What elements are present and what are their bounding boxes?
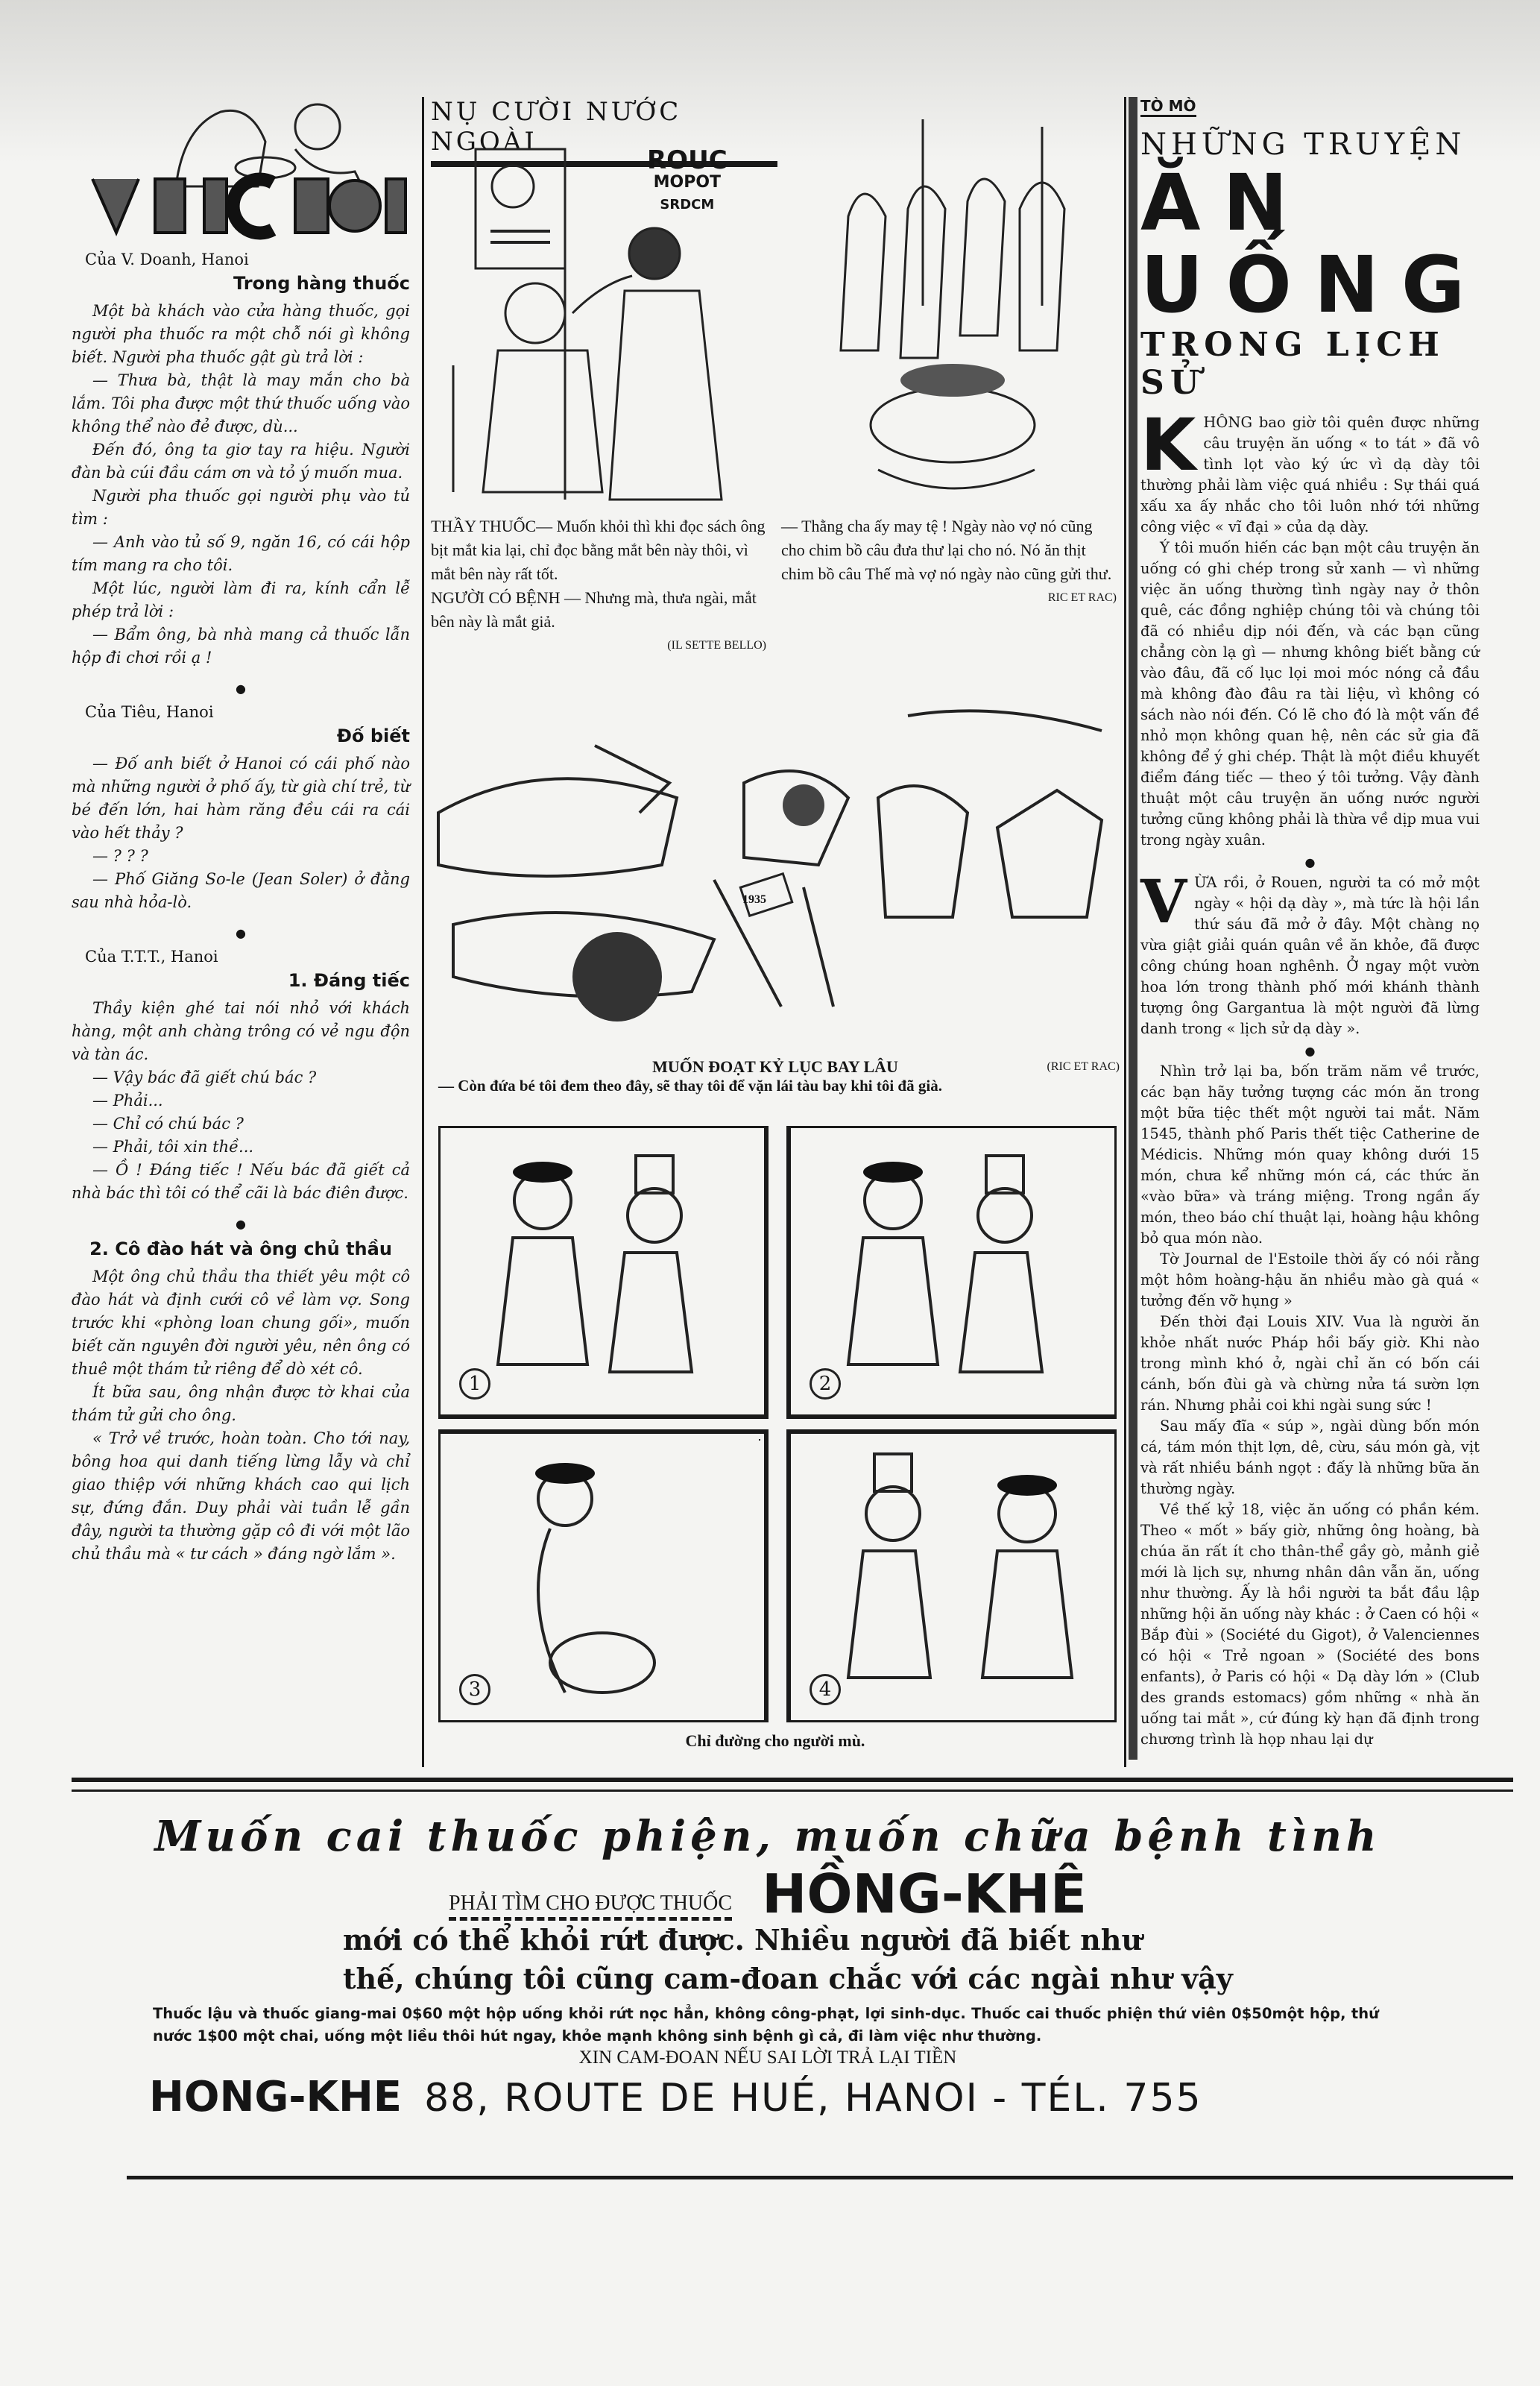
ad-fine-print: Thuốc lậu và thuốc giang-mai 0$60 một hộp uống khỏi rứt nọc hẳn, không công-phạt, lợi sinh-dục. Thuốc cai thuốc phiện thứ viên 0$50một hộp, thứ nước 1$00 một chai, uống một liều thôi hút ngay, khỏe mạnh không sinh bệnh gì cả, đi làm việc như thường. bbox=[153, 2005, 1379, 2045]
panel-number: 2 bbox=[810, 1368, 841, 1400]
paragraph: — Thưa bà, thật là may mắn cho bà lắm. Tôi pha được một thứ thuốc uống vào không thể nào đẻ được, dù... bbox=[72, 371, 410, 435]
paragraph: Nhìn trở lại ba, bốn trăm năm về trước, các bạn hãy tưởng tượng các món ăn trong một bữa tiệc thết một người tai mắt. Năm 1545, thành phố Paris thết tiệc Catherine de Médicis. Những món quay không dưới 15 món, chưa kể những món cá, các thức ăn «vào bữa» và tráng miệng. Trong ngần ấy món, theo báo chí thuật lại, hoàng hậu không bỏ qua món nào. bbox=[1140, 1063, 1480, 1247]
paragraph: Một ông chủ thầu tha thiết yêu một cô đào hát và định cưới cô về làm vợ. Song trước khi «phòng loan chung gối», muốn biết căn nguyên đời người yêu, nên ông có thuê một thám tử riêng để dò xét cô. bbox=[72, 1268, 410, 1378]
paragraph: « Trở về trước, hoàn toàn. Cho tới nay, bông hoa qui danh tiếng lừng lẫy và chỉ giao thiệp với những khách cao qui lịch sự, đứng đắn. Duy phải vài tuần lễ gần đây, người ta thường gặp cô đi với một lão chủ thầu mà « tư cách » đáng ngờ lắm ». bbox=[72, 1429, 410, 1563]
ad-bottom-border bbox=[127, 2176, 1513, 2179]
section-title: NỤ CƯỜI NƯỚC NGOÀI bbox=[431, 97, 777, 167]
byline: Của V. Doanh, Hanoi bbox=[85, 251, 249, 268]
paragraph: Một bà khách vào cửa hàng thuốc, gọi người pha thuốc ra một chỗ nói gì không biết. Người pha thuốc gật gù trả lời : bbox=[72, 302, 410, 366]
ad-footer bbox=[149, 2073, 1409, 2121]
comic-panel-3 bbox=[438, 1432, 766, 1722]
paragraph-text: ỪA rồi, ở Rouen, người ta có mở một ngày « hội dạ dày », mà tức là hội lần thứ sáu đã mở ở đây. Một chàng nọ vừa giật giải quán quân về ăn khỏe, đã được công chúng hoan nghênh. Ở ngay một vườn hoa lớn trong thành phố mới khánh thành tượng ông Gargantua là một người đã lừng danh trong « lịch sử dạ dày ». bbox=[1140, 874, 1480, 1037]
paragraph: — Đố anh biết ở Hanoi có cái phố nào mà những người ở phố ấy, từ già chí trẻ, từ bé đến lớn, hai hàm răng đều cái ra cái vào hết thảy ? bbox=[72, 755, 410, 842]
paragraph: — Phố Giăng So-le (Jean Soler) ở đằng sau nhà hỏa-lò. bbox=[72, 870, 410, 911]
panel-number: 1 bbox=[459, 1368, 490, 1400]
cartoon-title: MUỐN ĐOẠT KỶ LỤC BAY LÂU bbox=[652, 1057, 898, 1076]
caption-doctor: THẦY THUỐC— Muốn khỏi thì khi đọc sách ông bịt mắt kia lại, chỉ đọc bằng mắt bên này thôi, vì mắt bên này rất tốt. bbox=[431, 517, 766, 583]
headline-line-1: NHỮNG TRUYỆN bbox=[1140, 128, 1466, 162]
panel-number: 3 bbox=[459, 1674, 490, 1705]
paragraph-text: HÔNG bao giờ tôi quên được những câu truyện ăn uống « to tát » đã vô tình lọt vào ký ức vì dạ dày tôi thường phải làm việc quá nhiều : Sự thái quá xấu xa ấy nhắc cho tôi luôn nhớ tới những công việc « vĩ đại » của dạ dày. bbox=[1140, 414, 1480, 535]
comic-strip-panels bbox=[438, 1126, 1117, 1722]
drop-cap: V bbox=[1140, 866, 1187, 937]
caption-patient: NGƯỜI CÓ BỆNH — Nhưng mà, thưa ngài, mắt bên này là mắt giả. bbox=[431, 588, 757, 631]
ad-lead-in: PHẢI TÌM CHO ĐƯỢC THUỐC bbox=[449, 1892, 732, 1921]
headline-line-3: TRONG LỊCH SỬ bbox=[1140, 326, 1445, 402]
eye-chart bbox=[647, 145, 728, 216]
article-kicker: TÒ MÒ bbox=[1140, 97, 1196, 117]
byline: Của T.T.T., Hanoi bbox=[85, 948, 218, 966]
caption-text: — Còn đứa bé tôi đem theo đây, sẽ thay tôi để vặn lái tàu bay khi tôi đã già. bbox=[438, 1077, 942, 1095]
paragraph: Đến thời đại Louis XIV. Vua là người ăn khỏe nhất nước Pháp hồi bấy giờ. Khi nào trong mình khó ở, ngài chỉ ăn có bốn cái cánh, bốn đùi gà và chừng nửa tá sườn lợn rán. Nhưng phải coi khi ngài sung sức ! bbox=[1140, 1313, 1480, 1414]
paragraph: Về thế kỷ 18, việc ăn uống có phần kém. Theo « mốt » bấy giờ, những ông hoàng, bà chúa ăn rất ít cho thân-thể gầy gò, mảnh giẻ mới là lịch sự, nhưng nhân dân vẫn ăn, uống như thường. Ấy là hồi người ta bắt đầu lập những hội ăn uống này khác : ở Caen có hội « Bắp đùi » (Société du Gigot), ở Valenciennes có hội « Trẻ ngoan » (Société des bons enfants), ở Paris có hội « Dạ dày lớn » (Club des grands estomacs) gồm những « nhà ăn uống tai mắt », cứ đúng kỳ hạn đã định trong chương trình là họp nhau lại dự bbox=[1140, 1501, 1480, 1748]
paragraph: Người pha thuốc gọi người phụ vào tủ tìm : bbox=[72, 487, 410, 528]
story-do-biet bbox=[72, 703, 410, 914]
ad-claim-line: thế, chúng tôi cũng cam-đoan chắc với các ngài như vậy bbox=[343, 1962, 1233, 1995]
column-divider bbox=[422, 97, 424, 1767]
paragraph: Đến đó, ông ta giơ tay ra hiệu. Người đàn bà cúi đầu cám ơn và tỏ ý muốn mua. bbox=[72, 441, 410, 482]
hong-khe-advertisement bbox=[127, 1812, 1409, 2140]
cartoon-airplane-illustration bbox=[431, 693, 1120, 1051]
separator-ornament-icon: ● bbox=[236, 1217, 246, 1231]
separator-ornament-icon: ● bbox=[1304, 1044, 1316, 1058]
story-co-dao-hat bbox=[72, 1238, 410, 1566]
page-divider bbox=[72, 1778, 1513, 1782]
eye-chart-row: ROUC bbox=[647, 145, 728, 175]
paragraph: — Anh vào tủ số 9, ngăn 16, có cái hộp tím mang ra cho tôi. bbox=[72, 533, 410, 574]
to-mo-article bbox=[1140, 97, 1488, 1750]
paragraph: — Bẩm ông, bà nhà mang cả thuốc lẫn hộp đi chơi rồi ạ ! bbox=[72, 626, 410, 667]
paragraph: — ? ? ? bbox=[92, 847, 148, 865]
airplane-sign: 1935 bbox=[742, 893, 766, 906]
comic-panel-2 bbox=[789, 1126, 1117, 1417]
vui-cuoi-masthead bbox=[72, 97, 410, 246]
masthead-lettering bbox=[92, 177, 405, 236]
story-title: Đố biết bbox=[336, 725, 410, 746]
ad-brand-name: HỒNG-KHÊ bbox=[762, 1863, 1087, 1925]
comic-panel-1 bbox=[438, 1126, 766, 1417]
masthead-illustration bbox=[72, 97, 410, 246]
cartoon-credit: (RIC ET RAC) bbox=[1047, 1060, 1120, 1073]
story-title: 1. Đáng tiếc bbox=[288, 970, 410, 991]
article-side-bar bbox=[1129, 97, 1137, 1760]
eye-chart-row: MOPOT bbox=[653, 173, 722, 192]
cartoon-pigeon-feast-illustration bbox=[804, 112, 1117, 514]
paragraph: Tờ Journal de l'Estoile thời ấy có nói rằng một hôm hoàng-hậu ăn nhiều mào gà quá « tưởng đến vỡ hụng » bbox=[1140, 1250, 1480, 1309]
ad-headline: Muốn cai thuốc phiện, muốn chữa bệnh tình bbox=[154, 1812, 1381, 1861]
column-divider bbox=[1124, 97, 1126, 1767]
paragraph: — Phải... bbox=[92, 1092, 163, 1109]
paragraph: — Chỉ có chú bác ? bbox=[92, 1115, 244, 1133]
ad-footer-address: 88, ROUTE DE HUÉ, HANOI - TÉL. 755 bbox=[424, 2076, 1202, 2121]
ad-top-border bbox=[72, 1790, 1513, 1792]
paragraph: Ý tôi muốn hiến các bạn một câu truyện ăn uống có ghi chép trong sử xanh — vì những việc ăn uống thường tình ngày nay ở thôn quê, các đồng nghiệp chúng tôi và chúng tôi đã có nhiều dịp nói đến, và các bạn cũng chẳng còn lạ gì — nhưng không biết bằng cứ vào đâu, đã cố lục lọi moi móc nóng cả đầu mà không đào đâu ra tài liệu, vì không có sách nào nói đến. Có lẽ cho đó là một vấn đề nhỏ mọn không quan hệ, nên các sử gia đã không để ý ghi chép. Thật là một điều khuyết điểm đáng tiếc — theo ý tôi tưởng. Vậy đành thuật một câu truyện ăn uống nước người tưởng cũng không phải là thừa về dịp mua vui trong ngày xuân. bbox=[1140, 539, 1480, 849]
rouen-paragraph bbox=[1140, 866, 1480, 1039]
byline: Của Tiêu, Hanoi bbox=[85, 703, 214, 721]
story-title: Trong hàng thuốc bbox=[233, 273, 410, 294]
vui-cuoi-column bbox=[72, 97, 410, 1566]
story-dang-tiec bbox=[72, 948, 410, 1205]
paragraph: Thầy kiện ghé tai nói nhỏ với khách hàng, một anh chàng trông có vẻ ngu độn và tàn ác. bbox=[72, 999, 410, 1063]
paragraph: — Phải, tôi xin thề... bbox=[92, 1138, 254, 1156]
separator-ornament-icon: ● bbox=[1304, 855, 1316, 869]
intro-paragraph bbox=[1140, 403, 1480, 538]
ad-guarantee: XIN CAM-ĐOAN NẾU SAI LỜI TRẢ LẠI TIỀN bbox=[578, 2047, 957, 2068]
ad-footer-brand: HONG-KHE bbox=[149, 2073, 403, 2121]
paragraph: — Ồ ! Đáng tiếc ! Nếu bác đã giết cả nhà bác thì tôi có thể cãi là bác điên được. bbox=[72, 1161, 410, 1202]
caption-text: — Thằng cha ấy may tệ ! Ngày nào vợ nó cũng cho chim bồ câu đưa thư lại cho nó. Nó ăn thịt chim bồ câu Thế mà vợ nó ngày nào cũng gửi thư. bbox=[781, 517, 1112, 583]
separator-ornament-icon: ● bbox=[236, 682, 246, 696]
eye-chart-row: SRDCM bbox=[660, 197, 715, 213]
paragraph: — Vậy bác đã giết chú bác ? bbox=[92, 1068, 317, 1086]
cartoon-credit: RIC ET RAC) bbox=[1047, 591, 1117, 604]
cartoon-airplane-caption bbox=[431, 1057, 1120, 1095]
paragraph: Sau mấy đĩa « súp », ngài dùng bốn món cá, tám món thịt lợn, dê, cừu, sáu món gà, vịt và rất nhiều bánh ngọt : đấy là những bữa ăn thường ngày. bbox=[1140, 1417, 1480, 1497]
headline-line-2: ĂN UỐNG bbox=[1140, 157, 1488, 330]
story-title: 2. Cô đào hát và ông chủ thầu bbox=[89, 1238, 392, 1259]
cartoon-credit: (IL SETTE BELLO) bbox=[667, 639, 766, 652]
ad-claim-line: mới có thể khỏi rứt được. Nhiều người đã biết như bbox=[343, 1923, 1142, 1957]
story-trong-hang-thuoc bbox=[72, 251, 410, 670]
paragraph: Một lúc, người làm đi ra, kính cẩn lễ phép trả lời : bbox=[72, 579, 410, 620]
comic-strip-caption: Chỉ đường cho người mù. bbox=[685, 1731, 865, 1750]
separator-ornament-icon: ● bbox=[236, 926, 246, 940]
panel-number: 4 bbox=[810, 1674, 841, 1705]
cartoon-pigeon-caption bbox=[781, 514, 1117, 610]
nu-cuoi-nuoc-ngoai-section bbox=[431, 97, 1120, 1767]
paragraph: Ít bữa sau, ông nhận được tờ khai của thám tử gửi cho ông. bbox=[72, 1383, 410, 1424]
ad-brand-row bbox=[127, 1863, 1409, 1925]
drop-cap: K bbox=[1140, 403, 1196, 487]
cartoon-doctor-caption bbox=[431, 514, 766, 658]
